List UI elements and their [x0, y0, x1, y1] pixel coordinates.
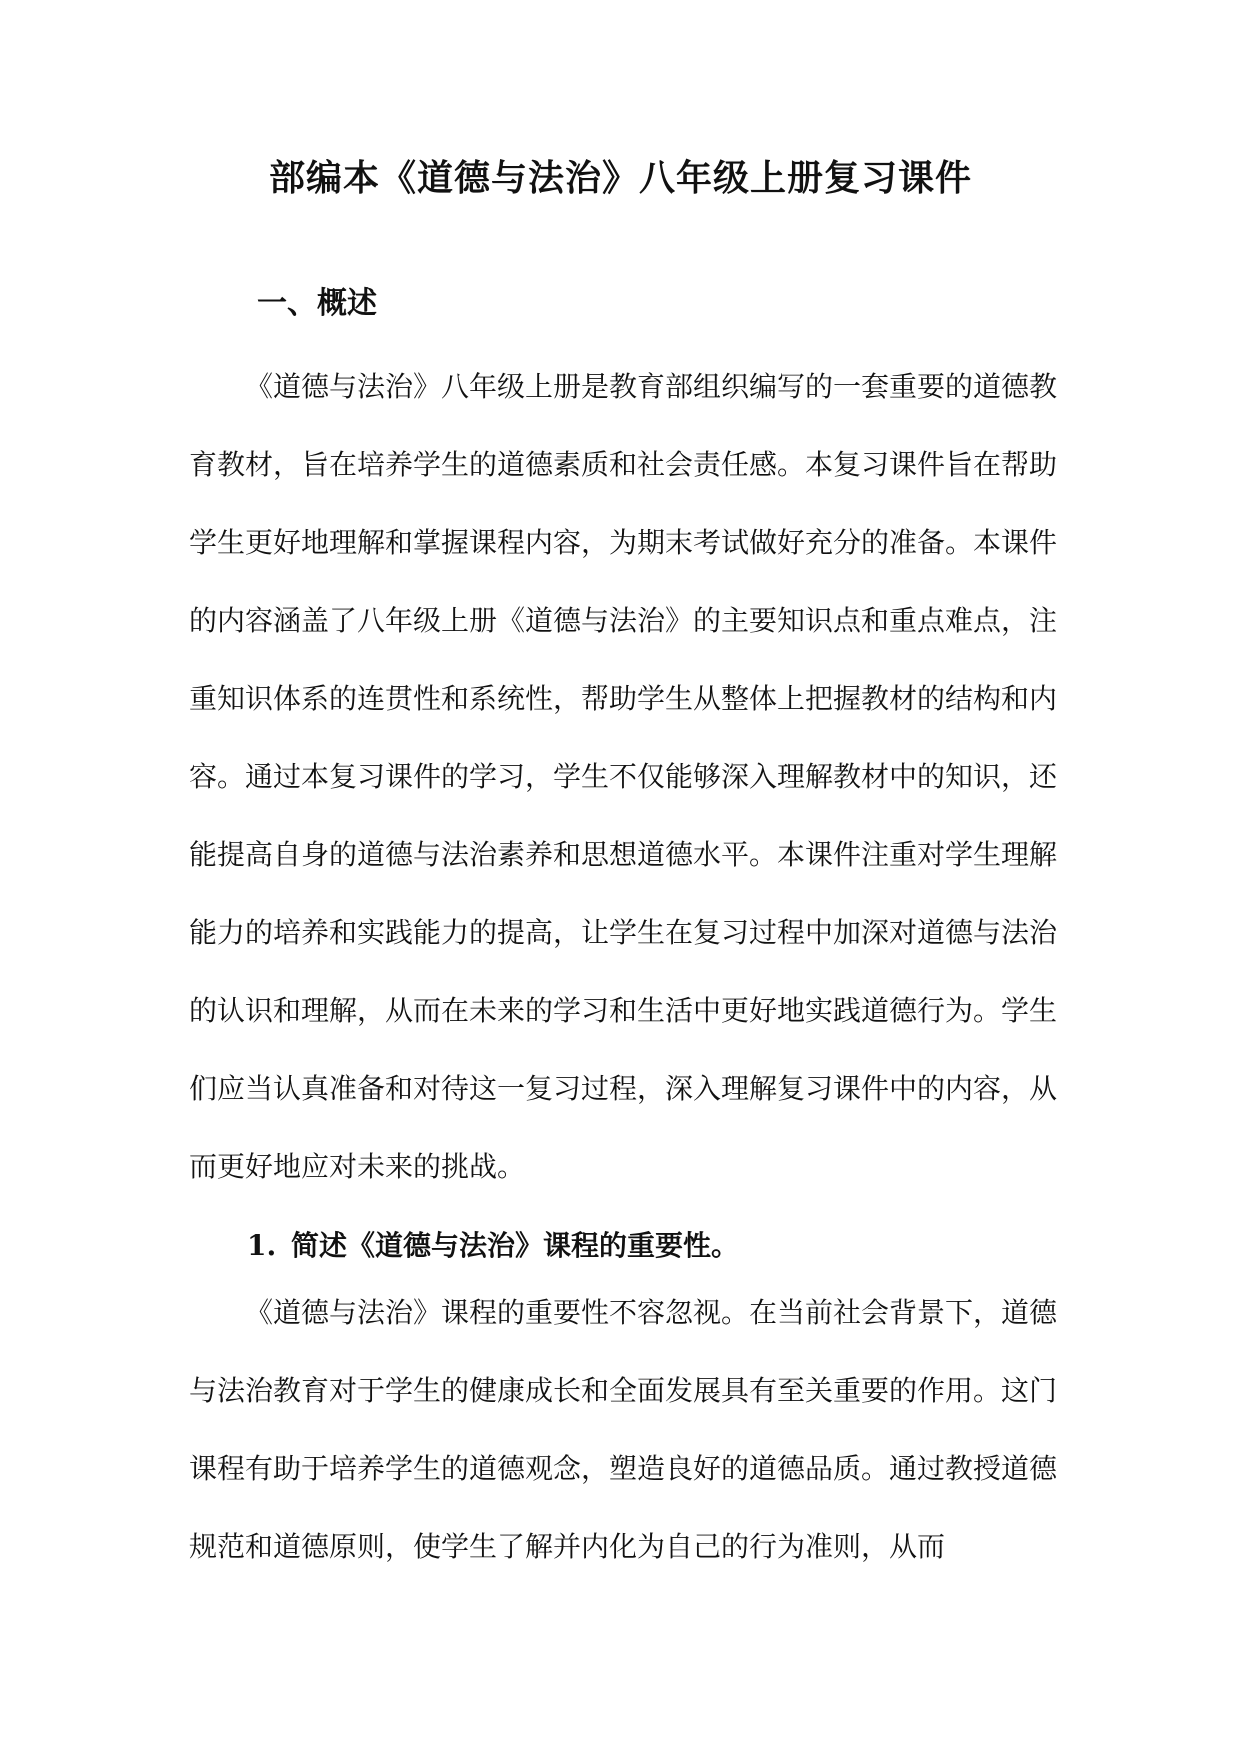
document-title: 部编本《道德与法治》八年级上册复习课件 — [268, 157, 972, 199]
item-heading-1 — [247, 1224, 739, 1268]
section-heading-overview: 一、概述 — [257, 286, 377, 321]
overview-paragraph: 《道德与法治》八年级上册是教育部组织编写的一套重要的道德教育教材，旨在培养学生的道德素质和社会责任感。本复习课件旨在帮助学生更好地理解和掌握课程内容，为期末考试做好充分的准备。本课件的内容涵盖了八年级上册《道德与法治》的主要知识点和重点难点，注重知识体系的连贯性和系统性，帮助学生从整体上把握教材的结构和内容。通过本复习课件的学习，学生不仅能够深入理解教材中的知识，还能提高自身的道德与法治素养和思想道德水平。本课件注重对学生理解能力的培养和实践能力的提高，让学生在复习过程中加深对道德与法治的认识和理解，从而在未来的学习和生活中更好地实践道德行为。学生们应当认真准备和对待这一复习过程，深入理解复习课件中的内容，从而更好地应对未来的挑战。 — [189, 370, 1058, 1183]
item-number: 1. — [247, 1229, 277, 1262]
item-heading-text: 简述《道德与法治》课程的重要性。 — [291, 1229, 740, 1262]
importance-paragraph: 《道德与法治》课程的重要性不容忽视。在当前社会背景下，道德与法治教育对于学生的健康成长和全面发展具有至关重要的作用。这门课程有助于培养学生的道德观念，塑造良好的道德品质。通过教授道德规范和道德原则，使学生了解并内化为自己的行为准则，从而 — [189, 1296, 1058, 1563]
